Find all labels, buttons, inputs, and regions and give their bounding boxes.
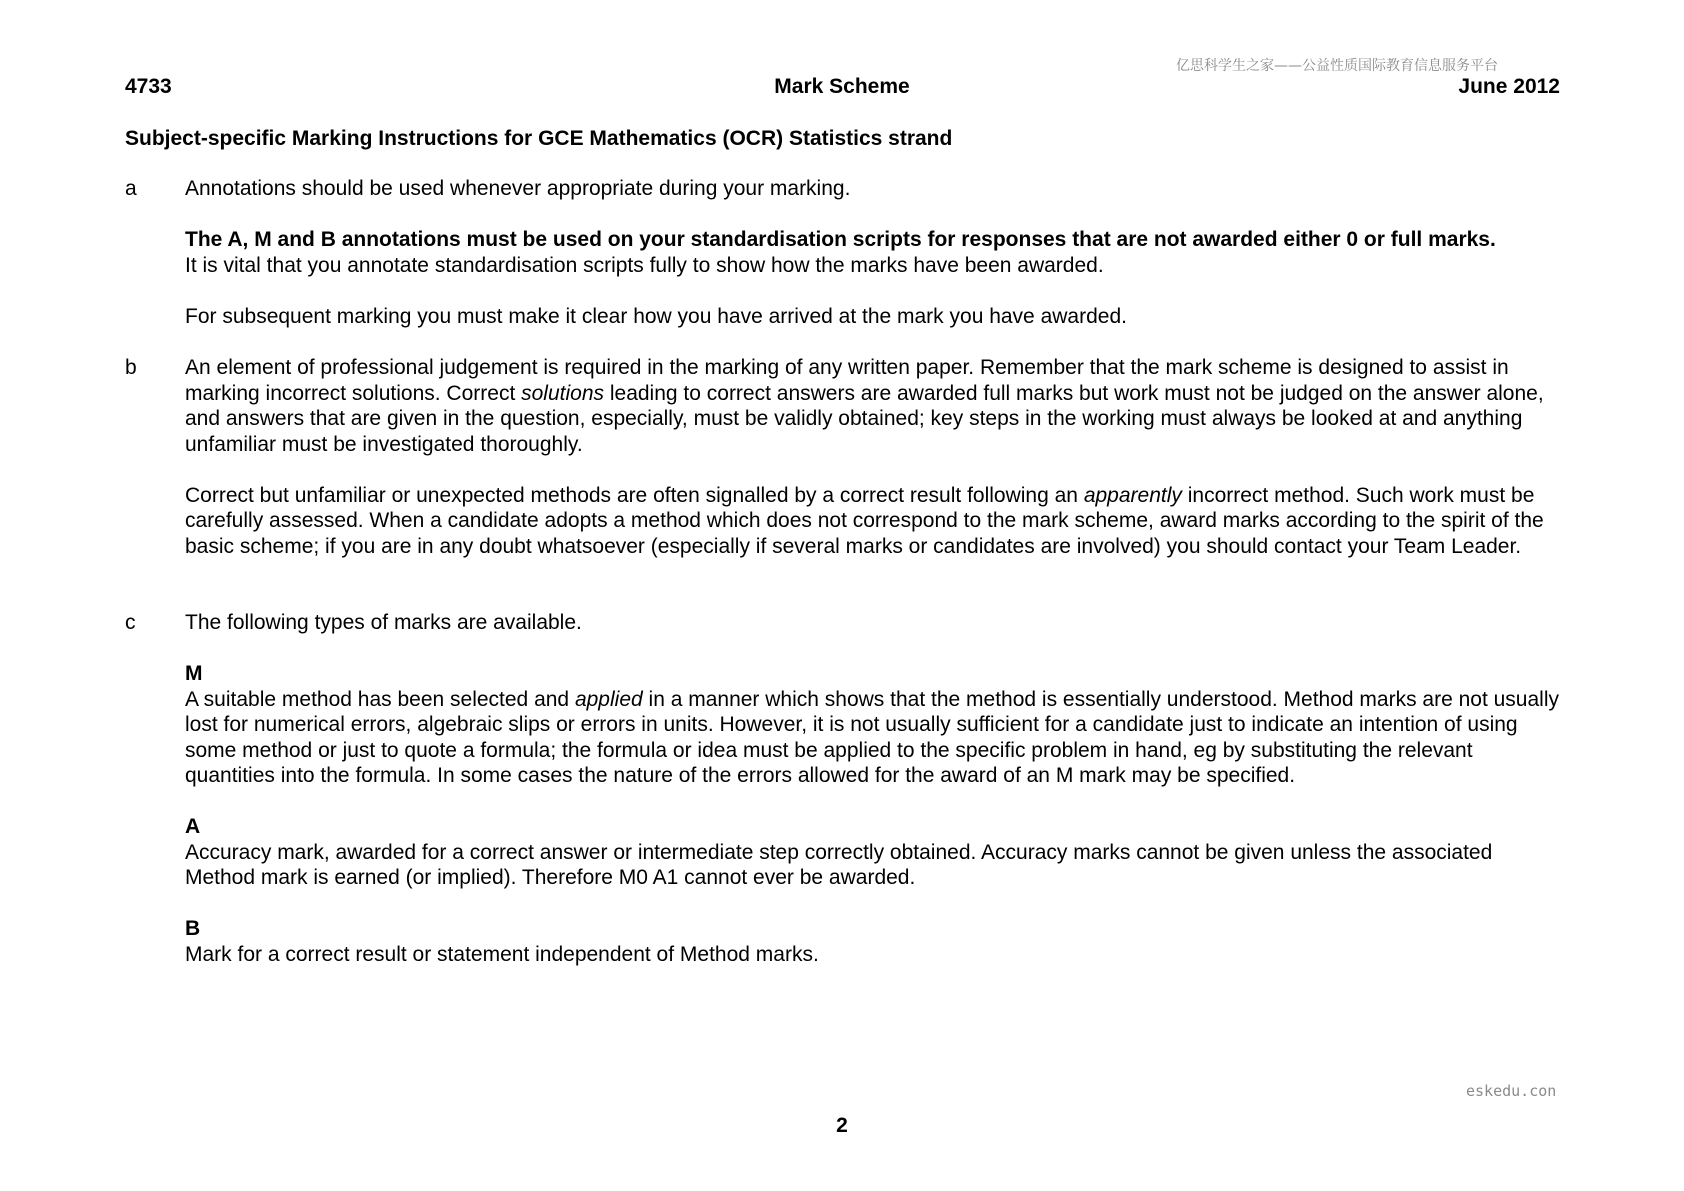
text: Annotations should be used whenever appropriate during your marking. [185, 177, 851, 200]
mark-type-heading: M [185, 662, 203, 685]
text: Accuracy mark, awarded for a correct answer or intermediate step correctly obtained. Accuracy marks cannot be given unless the associated Method mark is earned (or implied). Therefore M0 A1 cannot ever be awarded. [185, 840, 1493, 889]
paragraph [185, 483, 1565, 560]
text: in a manner which shows that the method is essentially understood. Method marks are not usually lost for numerical errors, algebraic slips or errors in units. However, it is not usually sufficient for a candidate just to indicate an intention of using some method or just to quote a formula; the formula or idea must be applied to the specific problem in hand, eg by substituting the relevant quantities into the formula. In some cases the nature of the errors allowed for the award of an M mark may be specified. [185, 687, 1559, 787]
item-letter: a [125, 177, 137, 200]
text: incorrect method. Such work must be carefully assessed. When a candidate adopts a method which does not correspond to the mark scheme, award marks according to the spirit of the basic scheme; if you are in any doubt whatsoever (especially if several marks or candidates are involved) you should contact your Team Leader. [185, 483, 1544, 558]
text: It is vital that you annotate standardisation scripts fully to show how the marks have been awarded. [185, 253, 1104, 277]
instruction-item-a [125, 176, 1565, 329]
header-code: 4733 [125, 75, 172, 98]
header-date: June 2012 [1458, 75, 1560, 98]
text: The following types of marks are available. [185, 611, 582, 634]
instruction-item-b [125, 355, 1565, 559]
mark-type-heading: B [185, 917, 201, 940]
header-title: Mark Scheme [774, 75, 910, 98]
text: Mark for a correct result or statement independent of Method marks. [185, 942, 819, 966]
watermark-bottom: eskedu.con [1466, 1082, 1557, 1100]
italic-text: apparently [1083, 483, 1182, 507]
section-title: Subject-specific Marking Instructions for GCE Mathematics (OCR) Statistics strand [125, 127, 953, 150]
page-number: 2 [836, 1114, 848, 1137]
mark-type-heading: A [185, 815, 201, 838]
italic-text: applied [574, 687, 643, 711]
bold-text: The A, M and B annotations must be used on your standardisation scripts for responses that are not awarded either 0 or full marks. [185, 228, 1496, 251]
text: A suitable method has been selected and [185, 687, 575, 711]
item-body [185, 355, 1565, 559]
paragraph [185, 227, 1565, 278]
text: Correct but unfamiliar or unexpected methods are often signalled by a correct result following an [185, 483, 1084, 507]
watermark-top: 亿思科学生之家——公益性质国际教育信息服务平台 [1176, 58, 1498, 74]
item-letter: c [125, 611, 136, 634]
paragraph [185, 176, 1565, 202]
instruction-item-c [125, 610, 1565, 967]
text: An element of professional judgement is required in the marking of any written paper. Remember that the mark scheme is designed to assist in marking incorrect solutions. Correct [185, 356, 1509, 405]
italic-text: solutions [521, 381, 605, 405]
text: For subsequent marking you must make it clear how you have arrived at the mark you have awarded. [185, 304, 1127, 328]
item-letter: b [125, 356, 137, 379]
item-body [185, 176, 1565, 329]
text: leading to correct answers are awarded full marks but work must not be judged on the answer alone, and answers that are given in the question, especially, must be validly obtained; key steps in the working must always be looked at and anything unfamiliar must be investigated thoroughly. [185, 381, 1544, 456]
mark-type-m [185, 661, 1565, 789]
mark-type-a [185, 814, 1565, 891]
paragraph [185, 304, 1565, 330]
mark-type-b [185, 916, 1565, 967]
paragraph [185, 610, 1565, 636]
paragraph [185, 355, 1565, 457]
item-body [185, 610, 1565, 967]
